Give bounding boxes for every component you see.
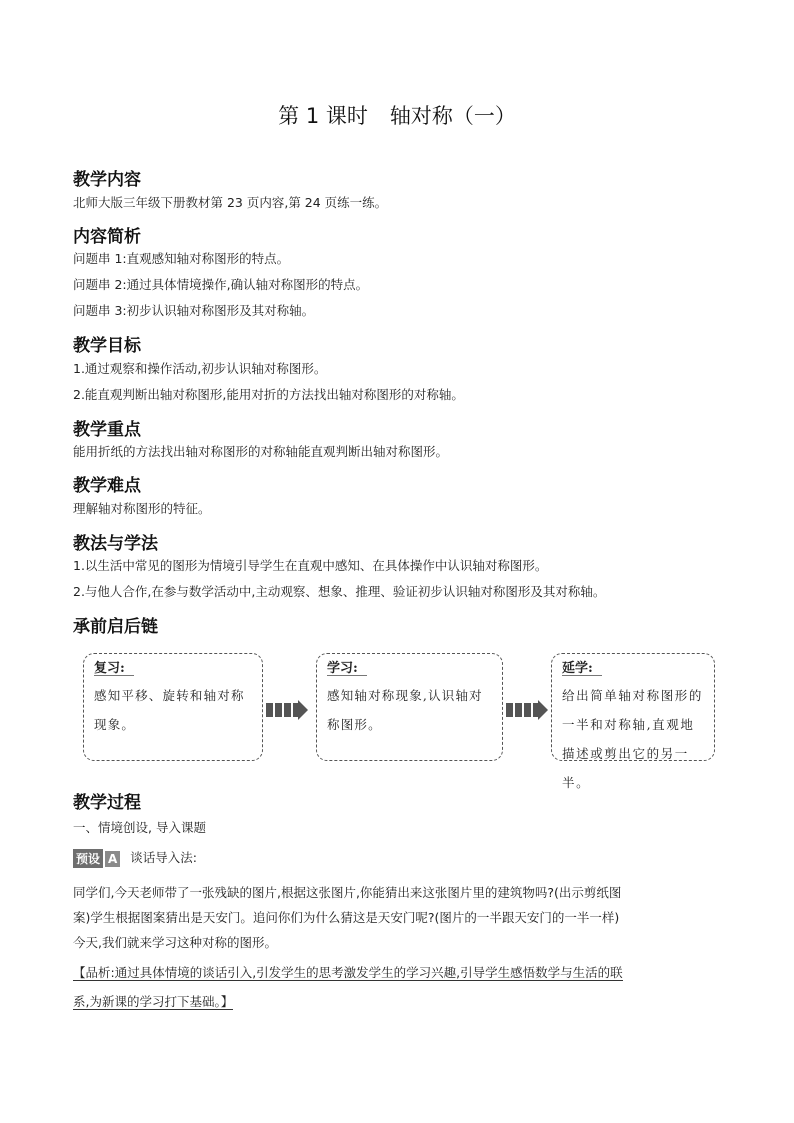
review-text: 感知平移、旋转和轴对称现象。	[94, 688, 245, 732]
chain-heading: 承前启后链	[73, 617, 158, 637]
analysis-item: 问题串 3:初步认识轴对称图形及其对称轴。	[73, 303, 315, 318]
analysis-heading: 内容简析	[73, 227, 141, 247]
page-title	[0, 100, 794, 130]
learn-label: 学习:	[327, 661, 358, 676]
review-box	[83, 653, 263, 761]
paragraph-line: 今天,我们就来学习这种对称的图形。	[73, 935, 277, 950]
intro-paragraph	[73, 880, 723, 955]
preset-badge: 预设	[73, 849, 103, 868]
method-item: 1.以生活中常见的图形为情境引导学生在直观中感知、在具体操作中认识轴对称图形。	[73, 558, 548, 573]
goal-item: 1.通过观察和操作活动,初步认识轴对称图形。	[73, 361, 327, 376]
goal-item: 2.能直观判断出轴对称图形,能用对折的方法找出轴对称图形的对称轴。	[73, 387, 464, 402]
difficulties-heading: 教学难点	[73, 476, 141, 496]
lesson-topic: 轴对称（一）	[389, 104, 516, 128]
lesson-number: 第 1 课时	[278, 104, 368, 128]
arrow-icon	[506, 700, 548, 720]
content-text: 北师大版三年级下册教材第 23 页内容,第 24 页练一练。	[73, 195, 388, 210]
paragraph-line: 同学们,今天老师带了一张残缺的图片,根据这张图片,你能猜出来这张图片里的建筑物吗?(出示剪纸图	[73, 885, 622, 900]
preset-line	[73, 848, 197, 868]
learn-text: 感知轴对称现象,认识轴对称图形。	[327, 688, 483, 732]
preset-method: 谈话导入法:	[130, 850, 198, 865]
content-heading: 教学内容	[73, 170, 141, 190]
analysis-note	[73, 958, 723, 1016]
method-item: 2.与他人合作,在参与数学活动中,主动观察、想象、推理、验证初步认识轴对称图形及其对称轴。	[73, 584, 606, 599]
review-label: 复习:	[94, 661, 125, 676]
key-points-text: 能用折纸的方法找出轴对称图形的对称轴能直观判断出轴对称图形。	[73, 444, 449, 459]
arrow-icon	[266, 700, 308, 720]
difficulties-text: 理解轴对称图形的特征。	[73, 501, 211, 516]
note-line: 【品析:通过具体情境的谈话引入,引发学生的思考激发学生的学习兴趣,引导学生感悟数学与生活的联	[73, 965, 623, 980]
extend-text: 给出简单轴对称图形的一半和对称轴,直观地描述或剪出它的另一半。	[562, 688, 704, 790]
process-heading: 教学过程	[73, 793, 141, 813]
extend-label: 延学:	[562, 661, 593, 676]
key-points-heading: 教学重点	[73, 420, 141, 440]
analysis-item: 问题串 1:直观感知轴对称图形的特点。	[73, 251, 290, 266]
paragraph-line: 案)学生根据图案猜出是天安门。追问你们为什么猜这是天安门呢?(图片的一半跟天安门的一半一样)	[73, 910, 620, 925]
learn-box	[316, 653, 503, 761]
extend-box	[551, 653, 715, 790]
analysis-item: 问题串 2:通过具体情境操作,确认轴对称图形的特点。	[73, 277, 369, 292]
methods-heading: 教法与学法	[73, 534, 158, 554]
step-title: 一、情境创设, 导入课题	[73, 820, 206, 835]
preset-letter-badge: A	[105, 851, 120, 867]
goals-heading: 教学目标	[73, 336, 141, 356]
note-line: 系,为新课的学习打下基础。】	[73, 994, 234, 1009]
